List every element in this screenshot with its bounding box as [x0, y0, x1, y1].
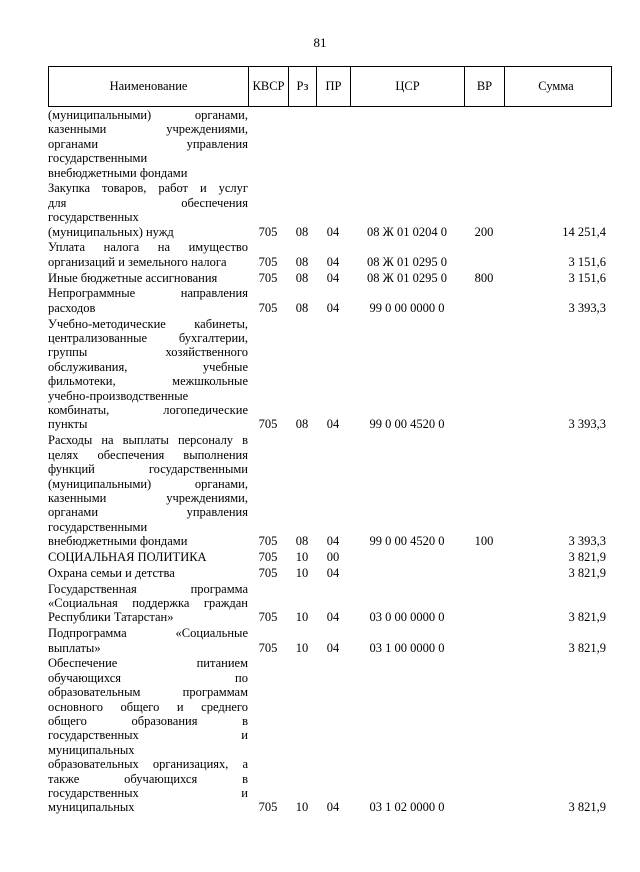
row-kvsr: 705 — [258, 640, 278, 655]
row-vr: 100 — [474, 534, 494, 549]
row-csr: 99 0 00 4520 0 — [369, 534, 445, 549]
row-name — [48, 271, 248, 285]
row-rz: 10 — [295, 610, 309, 625]
row-pr: 04 — [326, 565, 340, 580]
row-kvsr: 705 — [258, 417, 278, 432]
row-name-line: обучающихся по — [48, 670, 248, 685]
row-name — [48, 433, 248, 548]
table-row — [48, 271, 612, 285]
row-name-line: (муниципальными) органами, — [48, 476, 248, 491]
row-pr: 04 — [326, 224, 340, 239]
row-csr: 03 1 02 0000 0 — [369, 800, 445, 815]
row-name-line: государственных — [48, 210, 139, 225]
row-name-line: казенными учреждениями, — [48, 122, 248, 137]
row-name-line: учебно-производственные — [48, 388, 189, 403]
row-vr: 200 — [474, 224, 494, 239]
budget-table — [48, 66, 612, 816]
row-name-line: Закупка товаров, работ и услуг — [48, 181, 248, 196]
row-sum: 3 821,9 — [568, 610, 606, 625]
row-name-line: внебюджетными фондами — [48, 534, 188, 549]
header-pr: ПР — [317, 67, 351, 106]
row-name — [48, 566, 248, 580]
row-rz: 08 — [295, 417, 309, 432]
header-rz: Рз — [289, 67, 317, 106]
row-pr: 04 — [326, 640, 340, 655]
row-name-line: государственных и — [48, 728, 248, 743]
row-name-line: Иные бюджетные ассигнования — [48, 270, 218, 285]
row-rz: 08 — [295, 270, 309, 285]
table-row — [48, 550, 612, 564]
row-name-line: органами управления — [48, 136, 248, 151]
row-kvsr: 705 — [258, 300, 278, 315]
row-rz: 08 — [295, 224, 309, 239]
row-name-line: целях обеспечения выполнения — [48, 447, 248, 462]
header-vr: ВР — [465, 67, 505, 106]
table-row — [48, 656, 612, 814]
row-name-line: Уплата налога на имущество — [48, 240, 248, 255]
row-name — [48, 286, 248, 315]
row-pr: 04 — [326, 270, 340, 285]
table-row — [48, 240, 612, 269]
row-name — [48, 181, 248, 239]
row-name-line: пункты — [48, 417, 88, 432]
row-name-line: внебюджетными фондами — [48, 165, 188, 180]
row-name-line: государственными — [48, 151, 148, 166]
row-name-line: СОЦИАЛЬНАЯ ПОЛИТИКА — [48, 549, 207, 564]
row-sum: 3 821,9 — [568, 800, 606, 815]
row-csr: 08 Ж 01 0204 0 — [367, 224, 447, 239]
row-kvsr: 705 — [258, 800, 278, 815]
table-row — [48, 566, 612, 580]
row-sum: 3 821,9 — [568, 640, 606, 655]
row-name-line: Расходы на выплаты персоналу в — [48, 433, 248, 448]
row-pr: 04 — [326, 254, 340, 269]
row-sum: 14 251,4 — [562, 224, 606, 239]
header-name: Наименование — [49, 67, 249, 106]
row-name-line: также обучающихся в — [48, 771, 248, 786]
table-row — [48, 317, 612, 432]
row-vr: 800 — [474, 270, 494, 285]
row-rz: 10 — [295, 800, 309, 815]
row-rz: 10 — [295, 549, 309, 564]
row-csr: 03 1 00 0000 0 — [369, 640, 445, 655]
row-name — [48, 656, 248, 814]
row-name-line: общего образования в — [48, 713, 248, 728]
row-name-line: функций государственными — [48, 462, 248, 477]
row-rz: 08 — [295, 534, 309, 549]
row-name-line: Охрана семьи и детства — [48, 565, 175, 580]
row-name-line: Обеспечение питанием — [48, 656, 248, 671]
header-csr: ЦСР — [351, 67, 465, 106]
row-name-line: образовательных организациях, а — [48, 757, 248, 772]
row-name-line: организаций и земельного налога — [48, 254, 227, 269]
row-kvsr: 705 — [258, 224, 278, 239]
row-name-line: выплаты» — [48, 640, 101, 655]
table-body — [48, 107, 612, 815]
row-name-line: муниципальных — [48, 800, 135, 815]
table-row — [48, 181, 612, 239]
header-kvsr: КВСР — [249, 67, 289, 106]
row-name-line: Учебно-методические кабинеты, — [48, 316, 248, 331]
row-pr: 04 — [326, 800, 340, 815]
row-csr: 99 0 00 0000 0 — [369, 300, 445, 315]
row-sum: 3 151,6 — [568, 270, 606, 285]
row-pr: 04 — [326, 534, 340, 549]
row-name-line: органами управления — [48, 505, 248, 520]
row-name-line: Республики Татарстан» — [48, 610, 174, 625]
row-sum: 3 151,6 — [568, 254, 606, 269]
row-name-line: казенными учреждениями, — [48, 490, 248, 505]
row-csr: 03 0 00 0000 0 — [369, 610, 445, 625]
row-kvsr: 705 — [258, 549, 278, 564]
row-name-line: «Социальная поддержка граждан — [48, 595, 248, 610]
row-kvsr: 705 — [258, 254, 278, 269]
row-name — [48, 626, 248, 655]
row-sum: 3 821,9 — [568, 549, 606, 564]
row-name-line: основного общего и среднего — [48, 699, 248, 714]
row-pr: 04 — [326, 417, 340, 432]
table-row — [48, 433, 612, 548]
row-csr: 08 Ж 01 0295 0 — [367, 270, 447, 285]
page-number: 81 — [313, 35, 327, 50]
row-name-line: централизованные бухгалтерии, — [48, 331, 248, 346]
table-header — [48, 66, 612, 107]
row-csr: 08 Ж 01 0295 0 — [367, 254, 447, 269]
row-pr: 04 — [326, 610, 340, 625]
table-row — [48, 626, 612, 655]
row-pr: 00 — [326, 549, 340, 564]
row-name-line: образовательным программам — [48, 685, 248, 700]
row-kvsr: 705 — [258, 270, 278, 285]
row-pr: 04 — [326, 300, 340, 315]
row-rz: 10 — [295, 640, 309, 655]
row-name-line: комбинаты, логопедические — [48, 403, 248, 418]
row-sum: 3 393,3 — [568, 417, 606, 432]
row-rz: 08 — [295, 300, 309, 315]
row-name-line: фильмотеки, межшкольные — [48, 374, 248, 389]
row-sum: 3 393,3 — [568, 300, 606, 315]
table-row — [48, 108, 612, 180]
row-name — [48, 240, 248, 269]
row-name — [48, 550, 248, 564]
row-name-line: для обеспечения — [48, 195, 248, 210]
row-name-line: государственными — [48, 519, 148, 534]
row-name-line: Непрограммные направления — [48, 286, 248, 301]
row-name-line: муниципальных — [48, 742, 135, 757]
row-name-line: группы хозяйственного — [48, 345, 248, 360]
row-kvsr: 705 — [258, 534, 278, 549]
row-sum: 3 821,9 — [568, 565, 606, 580]
row-name-line: (муниципальных) нужд — [48, 224, 174, 239]
row-name-line: обслуживания, учебные — [48, 359, 248, 374]
row-name — [48, 108, 248, 180]
row-name-line: Подпрограмма «Социальные — [48, 626, 248, 641]
row-name — [48, 317, 248, 432]
row-name-line: (муниципальными) органами, — [48, 108, 248, 122]
row-rz: 08 — [295, 254, 309, 269]
row-name — [48, 582, 248, 625]
table-row — [48, 286, 612, 315]
row-sum: 3 393,3 — [568, 534, 606, 549]
row-csr: 99 0 00 4520 0 — [369, 417, 445, 432]
table-row — [48, 582, 612, 625]
row-rz: 10 — [295, 565, 309, 580]
row-kvsr: 705 — [258, 565, 278, 580]
row-name-line: расходов — [48, 300, 96, 315]
header-sum: Сумма — [538, 79, 574, 94]
row-kvsr: 705 — [258, 610, 278, 625]
row-name-line: государственных и — [48, 785, 248, 800]
row-name-line: Государственная программа — [48, 581, 248, 596]
